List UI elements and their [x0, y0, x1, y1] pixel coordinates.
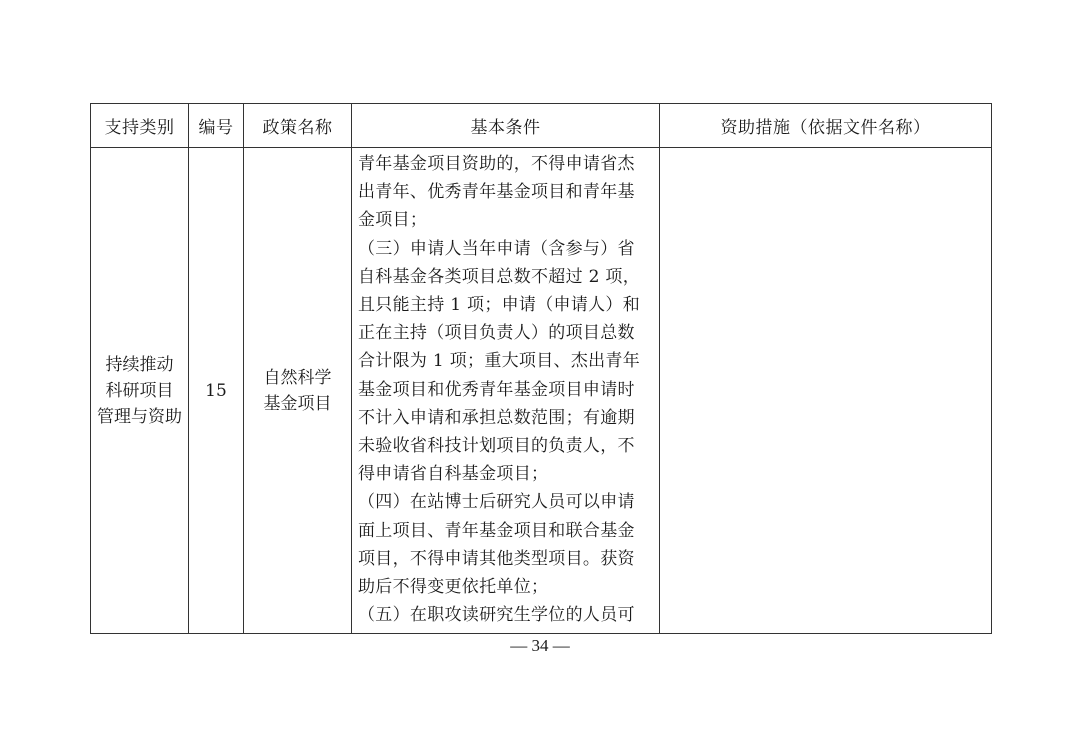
policy-table: [90, 103, 992, 634]
condition-line: 出青年、优秀青年基金项目和青年基: [358, 182, 635, 203]
measures-cell: [660, 148, 992, 634]
condition-line: 基金项目和优秀青年基金项目申请时: [358, 379, 635, 400]
header-category: 支持类别: [91, 104, 189, 148]
category-cell: [91, 148, 189, 634]
header-number: 编号: [189, 104, 244, 148]
category-line: 科研项目: [105, 380, 174, 401]
condition-line: 得申请省自科基金项目；: [358, 464, 549, 485]
condition-line: 面上项目、青年基金项目和联合基金: [358, 520, 635, 541]
page-number: — 34 —: [510, 636, 570, 655]
condition-line: （四）在站博士后研究人员可以申请: [358, 492, 635, 513]
condition-line: 且只能主持 1 项；申请（申请人）和: [358, 295, 641, 316]
policy-name-cell: [244, 148, 352, 634]
condition-line: （五）在职攻读研究生学位的人员可: [358, 605, 635, 626]
table-header: [91, 104, 992, 148]
policy-name-text: [244, 365, 351, 417]
condition-line: 项目，不得申请其他类型项目。获资: [358, 548, 635, 569]
header-measures: 资助措施（依据文件名称）: [660, 104, 992, 148]
conditions-text: [352, 148, 659, 629]
header-policy-name: 政策名称: [244, 104, 352, 148]
condition-line: 未验收省科技计划项目的负责人，不: [358, 436, 635, 457]
condition-line: 青年基金项目资助的，不得申请省杰: [358, 154, 635, 174]
policy-name-line: 基金项目: [263, 393, 332, 414]
category-text: [91, 352, 188, 430]
policy-name-line: 自然科学: [263, 367, 332, 388]
header-conditions: 基本条件: [352, 104, 660, 148]
conditions-cell: [352, 148, 660, 634]
table-body: [91, 148, 992, 634]
header-row: [91, 104, 992, 148]
condition-line: 自科基金各类项目总数不超过 2 项，: [358, 266, 641, 287]
condition-line: 助后不得变更依托单位；: [358, 577, 549, 598]
condition-line: 不计入申请和承担总数范围；有逾期: [358, 407, 635, 428]
condition-line: 金项目；: [358, 210, 428, 231]
category-line: 持续推动: [105, 354, 174, 375]
table-row: [91, 148, 992, 634]
number-cell: [189, 148, 244, 634]
number-value: 15: [205, 380, 227, 401]
condition-line: 合计限为 1 项；重大项目、杰出青年: [358, 351, 641, 372]
condition-line: 正在主持（项目负责人）的项目总数: [358, 323, 635, 344]
category-line: 管理与资助: [97, 406, 182, 427]
condition-line: （三）申请人当年申请（含参与）省: [358, 238, 635, 259]
